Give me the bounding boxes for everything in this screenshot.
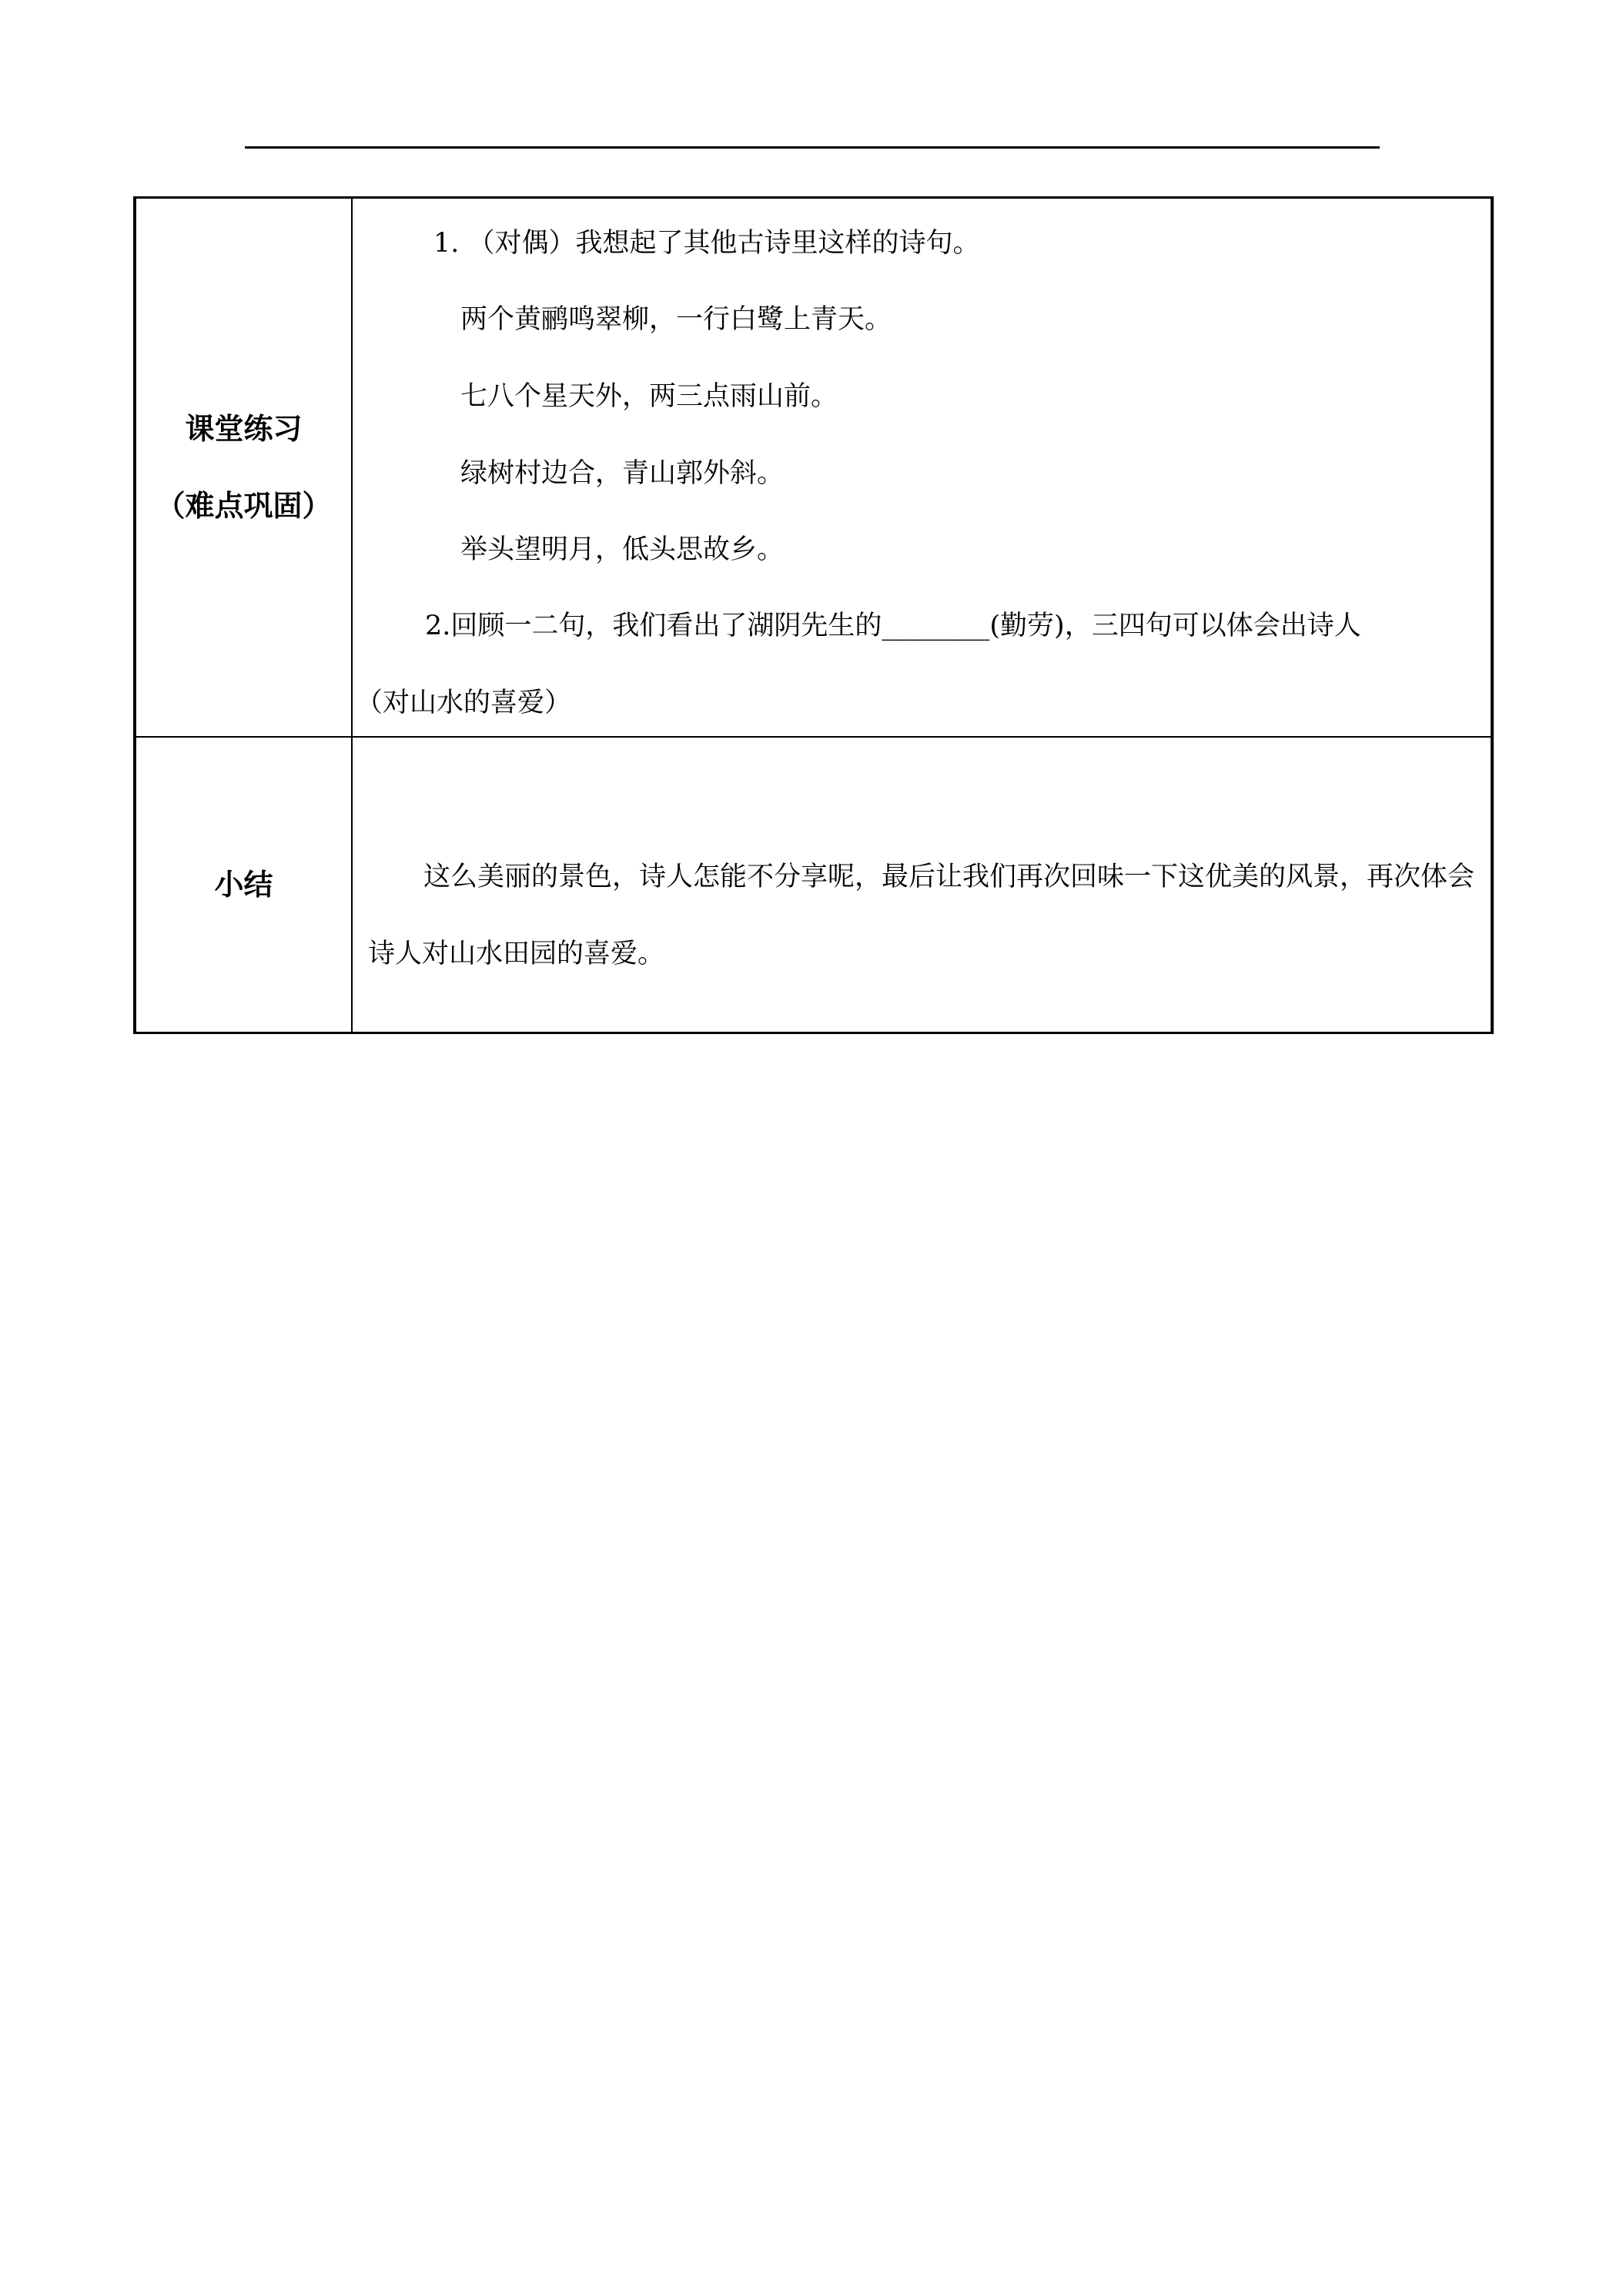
summary-text: 这么美丽的景色，诗人怎能不分享呢，最后让我们再次回味一下这优美的风景，再次体会诗人对山水田园的喜爱。 (368, 861, 1475, 969)
lesson-table (133, 196, 1494, 1034)
practice-row (135, 198, 1492, 737)
question-1: 1. （对偶）我想起了其他古诗里这样的诗句。 (433, 228, 980, 259)
practice-label: 课堂练习 (185, 411, 303, 446)
header-rule (245, 146, 1380, 149)
question-2-answer: （对山水的喜爱） (356, 688, 572, 718)
couplet-line: 七八个星天外，两三点雨山前。 (460, 381, 838, 412)
couplet-line: 举头望明月，低头思故乡。 (460, 534, 785, 565)
summary-label-cell (135, 737, 352, 1033)
practice-sublabel: （难点巩固） (156, 488, 332, 523)
couplet-line: 两个黄鹂鸣翠柳，一行白鹭上青天。 (460, 304, 892, 335)
summary-label: 小结 (214, 867, 273, 902)
question-2: 2.回顾一二句，我们看出了湖阴先生的________(勤劳)，三四句可以体会出诗人 (425, 611, 1361, 641)
summary-content-cell (352, 737, 1492, 1033)
couplet-line: 绿树村边合，青山郭外斜。 (460, 458, 785, 489)
practice-content-cell (352, 198, 1492, 737)
practice-label-cell (135, 198, 352, 737)
summary-row (135, 737, 1492, 1033)
